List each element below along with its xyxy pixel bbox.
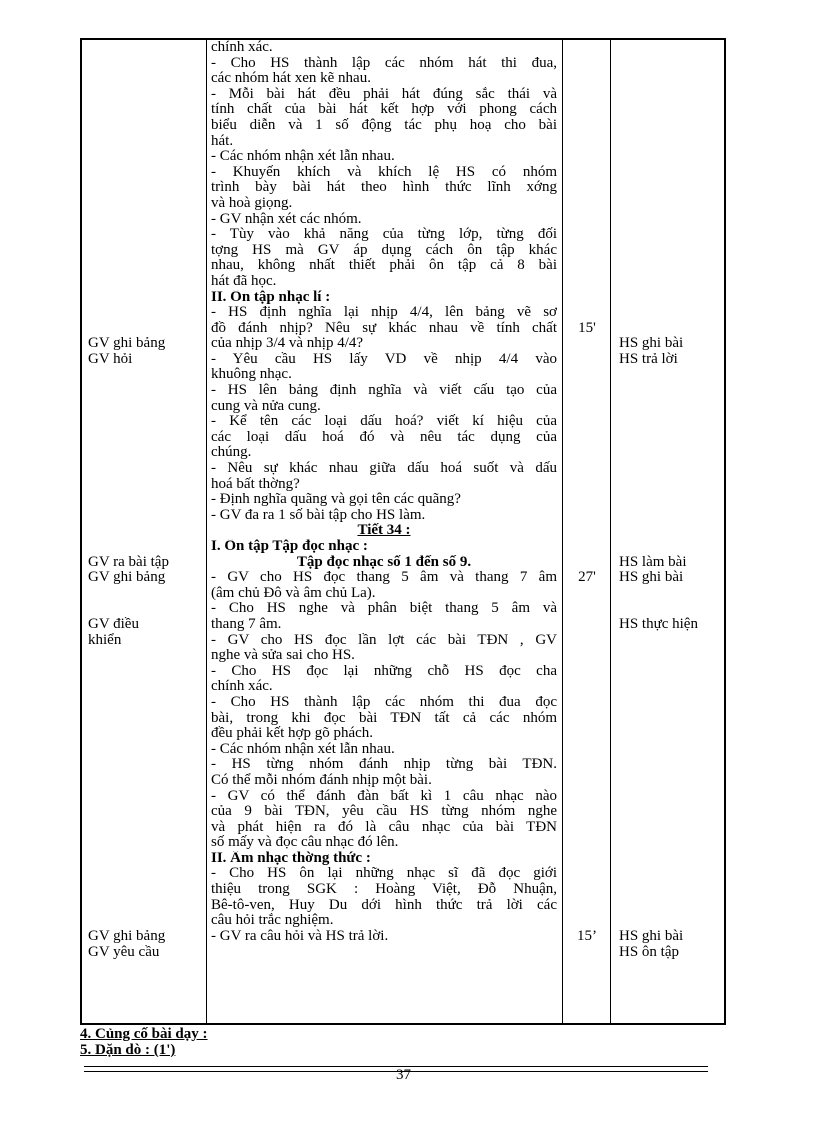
column-divider bbox=[562, 40, 563, 1023]
content-line: trình bày bài hát theo hình thức lĩnh xớng bbox=[211, 180, 557, 196]
time-value: 15' bbox=[578, 320, 596, 336]
content-line: hát đã học. bbox=[211, 273, 277, 289]
content-line: I. Ôn tập Tập đọc nhạc : bbox=[211, 539, 368, 554]
column-divider bbox=[206, 40, 207, 1023]
content-line: và hoà giọng. bbox=[211, 195, 293, 211]
content-line: đồ đánh nhịp? Nêu sự khác nhau về tính chất bbox=[211, 320, 557, 336]
student-activity-line: HS ghi bài bbox=[619, 336, 684, 352]
content-line: - Khuyến khích và khích lệ HS có nhóm bbox=[211, 164, 557, 180]
content-line: - HS định nghĩa lại nhịp 4/4, lên bảng vẽ sơ bbox=[211, 305, 557, 321]
content-line: Bê-tô-ven, Huy Du dới hình thức trả lời các bbox=[211, 897, 557, 913]
content-line: - Cho HS nghe và phân biệt thang 5 âm và bbox=[211, 601, 557, 617]
teacher-activity-line: GV ra bài tập bbox=[88, 554, 169, 570]
teacher-activity-line: khiển bbox=[88, 632, 122, 648]
content-line: - HS từng nhóm đánh nhịp từng bài TĐN. bbox=[211, 757, 557, 773]
content-line: Có thể mỗi nhóm đánh nhịp một bài. bbox=[211, 772, 432, 788]
content-line: Tiết 34 : bbox=[357, 523, 411, 539]
content-line: - Cho HS ôn lại những nhạc sĩ đã đọc giới bbox=[211, 866, 557, 882]
content-line: chính xác. bbox=[211, 40, 273, 55]
student-activity-line: HS làm bài bbox=[619, 554, 687, 570]
content-line: - GV cho HS đọc thang 5 âm và thang 7 âm bbox=[211, 570, 557, 586]
student-activity-line: HS ôn tập bbox=[619, 944, 679, 960]
content-line: II. Ôn tập nhạc lí : bbox=[211, 289, 331, 305]
content-line: (âm chủ Đô và âm chủ La). bbox=[211, 585, 376, 601]
content-line: II. Âm nhạc thờng thức : bbox=[211, 850, 371, 866]
content-line: - GV cho HS đọc lần lợt các bài TĐN , GV bbox=[211, 632, 557, 648]
content-line: bài, trong khi đọc bài TĐN tất cả các nhóm bbox=[211, 710, 557, 726]
content-line: của 9 bài TĐN, yêu cầu HS từng nhóm nghe bbox=[211, 804, 557, 820]
teacher-activity-line: GV ghi bảng bbox=[88, 336, 166, 352]
teacher-activity-line: GV ghi bảng bbox=[88, 570, 166, 586]
content-line: thang 7 âm. bbox=[211, 616, 282, 632]
content-line: - GV đa ra 1 số bài tập cho HS làm. bbox=[211, 507, 426, 523]
teacher-activity-line: GV điều bbox=[88, 617, 139, 633]
content-line: - Cho HS thành lập các nhóm thi đua đọc bbox=[211, 694, 557, 710]
content-line: - Tùy vào khả năng của từng lớp, từng đối bbox=[211, 227, 557, 243]
content-line: nhau, không nhất thiết phải ôn tập cả 8 bài bbox=[211, 258, 557, 274]
content-line: - Các nhóm nhận xét lẫn nhau. bbox=[211, 149, 395, 165]
teacher-activity-line: GV ghi bảng bbox=[88, 929, 166, 945]
time-value: 15’ bbox=[577, 929, 597, 945]
content-line: đều phải kết hợp gõ phách. bbox=[211, 726, 374, 742]
content-line: các loại dấu hoá đó và nêu tác dụng của bbox=[211, 429, 557, 445]
content-line: hát. bbox=[211, 133, 234, 149]
content-line: - Định nghĩa quãng và gọi tên các quãng? bbox=[211, 492, 461, 508]
content-line: cung và nửa cung. bbox=[211, 398, 321, 414]
content-line: chính xác. bbox=[211, 679, 273, 695]
page-number: 37 bbox=[396, 1067, 411, 1083]
column-divider bbox=[610, 40, 611, 1023]
content-line: tợng HS mà GV áp dụng cách ôn tập khác bbox=[211, 242, 557, 258]
content-line: và phát hiện ra đó là câu nhạc của bài TĐN bbox=[211, 819, 557, 835]
homework-heading: 5. Dặn dò : (1') bbox=[80, 1042, 176, 1058]
content-line: - GV nhận xét các nhóm. bbox=[211, 211, 362, 227]
time-value: 27' bbox=[578, 570, 596, 586]
content-line: hoá bất thờng? bbox=[211, 476, 300, 492]
content-line: - GV ra câu hỏi và HS trả lời. bbox=[211, 928, 389, 944]
lesson-footer bbox=[80, 1026, 208, 1058]
content-line: - Cho HS thành lập các nhóm hát thi đua, bbox=[211, 55, 557, 71]
content-line: số mấy và đọc câu nhạc đó lên. bbox=[211, 835, 399, 851]
content-line: - Kể tên các loại dấu hoá? viết kí hiệu của bbox=[211, 414, 557, 430]
content-line: - Cho HS đọc lại những chỗ HS đọc cha bbox=[211, 663, 557, 679]
content-line: các nhóm hát xen kẽ nhau. bbox=[211, 71, 371, 87]
content-line: - Các nhóm nhận xét lẫn nhau. bbox=[211, 741, 395, 757]
content-line: - Mỗi bài hát đều phải hát đúng sắc thái và bbox=[211, 86, 557, 102]
lesson-plan-table bbox=[80, 38, 726, 1025]
content-line: chúng. bbox=[211, 445, 252, 461]
content-line: - Nêu sự khác nhau giữa dấu hoá suốt và dấu bbox=[211, 461, 557, 477]
content-line: - HS lên bảng định nghĩa và viết cấu tạo của bbox=[211, 383, 557, 399]
student-activity-line: HS trả lời bbox=[619, 352, 678, 367]
content-line: khuông nhạc. bbox=[211, 367, 292, 383]
content-line: thiệu trong SGK : Hoàng Việt, Đỗ Nhuận, bbox=[211, 882, 557, 898]
content-line: - GV có thể đánh đàn bất kì 1 câu nhạc nào bbox=[211, 788, 557, 804]
teacher-activity-line: GV yêu cầu bbox=[88, 944, 160, 960]
content-column bbox=[211, 40, 557, 944]
content-line: nghe và sửa sai cho HS. bbox=[211, 648, 355, 664]
content-line: của nhịp 3/4 và nhịp 4/4? bbox=[211, 336, 364, 352]
consolidation-heading: 4. Củng cố bài dạy : bbox=[80, 1026, 208, 1042]
content-line: Tập đọc nhạc số 1 đến số 9. bbox=[296, 554, 472, 570]
student-activity-line: HS ghi bài bbox=[619, 570, 684, 586]
content-line: biểu diễn và 1 số động tác phụ hoạ cho bài bbox=[211, 117, 557, 133]
teacher-activity-line: GV hỏi bbox=[88, 352, 133, 367]
content-line: - Yêu cầu HS lấy VD về nhịp 4/4 vào bbox=[211, 351, 557, 367]
student-activity-line: HS thực hiện bbox=[619, 617, 698, 633]
student-activity-line: HS ghi bài bbox=[619, 929, 684, 945]
content-line: câu hỏi trắc nghiệm. bbox=[211, 913, 334, 929]
content-line: tính chất của bài hát kết hợp với phong cách bbox=[211, 102, 557, 118]
